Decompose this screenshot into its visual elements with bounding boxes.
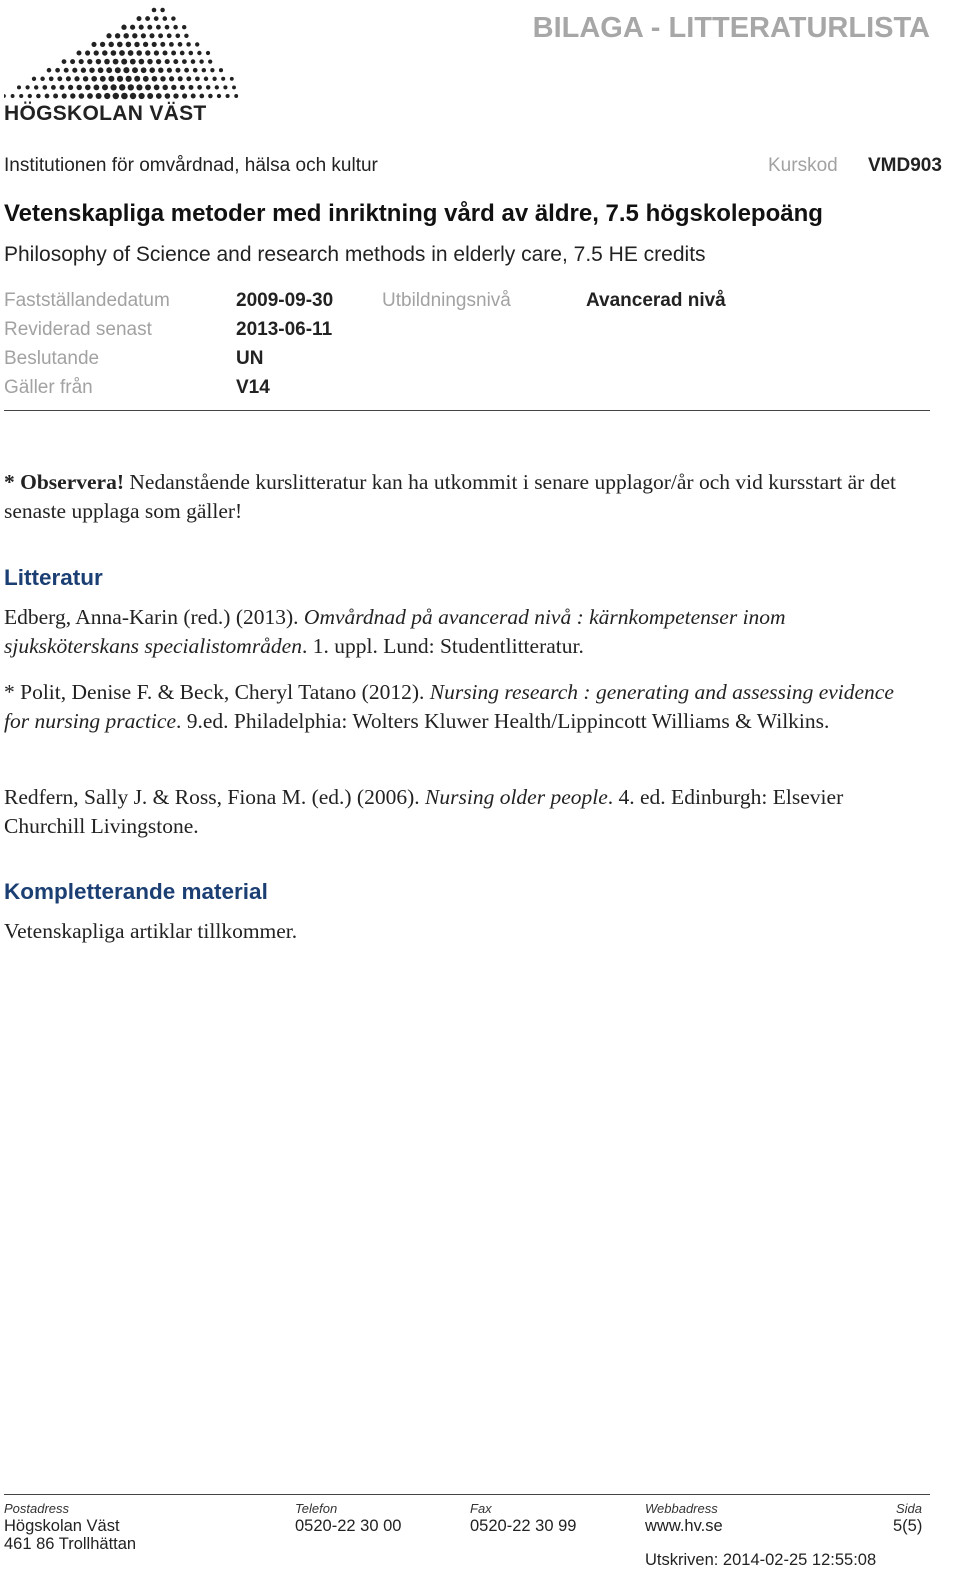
footer-web-value: www.hv.se bbox=[645, 1517, 723, 1535]
supplementary-text: Vetenskapliga artiklar tillkommer. bbox=[4, 919, 298, 943]
revised-label: Reviderad senast bbox=[4, 319, 152, 340]
reference-title: Omvårdnad på avancerad nivå : kärnkompetenser inom sjuksköterskans specialistområden bbox=[4, 605, 786, 658]
literature-item bbox=[4, 783, 924, 841]
literature-heading: Litteratur bbox=[4, 565, 103, 590]
reference-details: . 4. ed. Edinburgh: Elsevier Churchill Livingstone. bbox=[4, 785, 844, 838]
course-code-label: Kurskod bbox=[768, 155, 838, 176]
valid-from-label: Gäller från bbox=[4, 377, 93, 398]
reference-title: Nursing older people bbox=[425, 785, 608, 809]
footer-fax-label: Fax bbox=[470, 1501, 492, 1516]
reference-authors: Edberg, Anna-Karin (red.) (2013). bbox=[4, 605, 299, 629]
course-code-value: VMD903 bbox=[868, 155, 942, 176]
decided-value: UN bbox=[236, 348, 264, 369]
course-title-en: Philosophy of Science and research methods in elderly care, 7.5 HE credits bbox=[4, 243, 706, 266]
reference-details: . 9.ed. Philadelphia: Wolters Kluwer Health/Lippincott Williams & Wilkins. bbox=[176, 709, 830, 733]
reference-title: Nursing research : generating and assessing evidence for nursing practice bbox=[4, 680, 894, 733]
supplementary-heading: Kompletterande material bbox=[4, 879, 268, 904]
header-divider bbox=[4, 410, 930, 411]
footer-web-label: Webbadress bbox=[645, 1501, 718, 1516]
logo-text: HÖGSKOLAN VÄST bbox=[4, 102, 207, 125]
reference-authors: Redfern, Sally J. & Ross, Fiona M. (ed.) (2006). bbox=[4, 785, 420, 809]
notice-text: Nedanstående kurslitteratur kan ha utkommit i senare upplagor/år och vid kursstart är det senaste upplaga som gäller! bbox=[4, 470, 896, 523]
footer-divider bbox=[4, 1494, 930, 1495]
course-title-sv: Vetenskapliga metoder med inriktning vård av äldre, 7.5 högskolepoäng bbox=[4, 200, 823, 227]
reference-authors: * Polit, Denise F. & Beck, Cheryl Tatano (2012). bbox=[4, 680, 425, 704]
revised-value: 2013-06-11 bbox=[236, 319, 333, 340]
footer-phone-label: Telefon bbox=[295, 1501, 338, 1516]
footer-address-label: Postadress bbox=[4, 1501, 70, 1516]
footer-page-label: Sida bbox=[896, 1501, 923, 1516]
decided-label: Beslutande bbox=[4, 348, 100, 369]
document-title: BILAGA - LITTERATURLISTA bbox=[532, 12, 930, 44]
literature-item bbox=[4, 678, 924, 736]
level-label: Utbildningsnivå bbox=[382, 290, 511, 311]
footer-page-value: 5(5) bbox=[893, 1517, 923, 1535]
institution: Institutionen för omvårdnad, hälsa och kultur bbox=[4, 155, 378, 176]
valid-from-value: V14 bbox=[236, 377, 270, 398]
footer-fax-value: 0520-22 30 99 bbox=[470, 1517, 577, 1535]
notice bbox=[4, 468, 924, 526]
footer-address-line2: 461 86 Trollhättan bbox=[4, 1535, 137, 1553]
level-value: Avancerad nivå bbox=[586, 290, 726, 311]
notice-lead: * Observera! bbox=[4, 470, 125, 494]
established-label: Fastställandedatum bbox=[4, 290, 170, 311]
reference-details: . 1. uppl. Lund: Studentlitteratur. bbox=[301, 634, 584, 658]
established-value: 2009-09-30 bbox=[236, 290, 334, 311]
footer-phone-value: 0520-22 30 00 bbox=[295, 1517, 402, 1535]
footer-address-line1: Högskolan Väst bbox=[4, 1517, 120, 1535]
literature-item bbox=[4, 603, 924, 661]
printed-timestamp: Utskriven: 2014-02-25 12:55:08 bbox=[645, 1551, 877, 1569]
